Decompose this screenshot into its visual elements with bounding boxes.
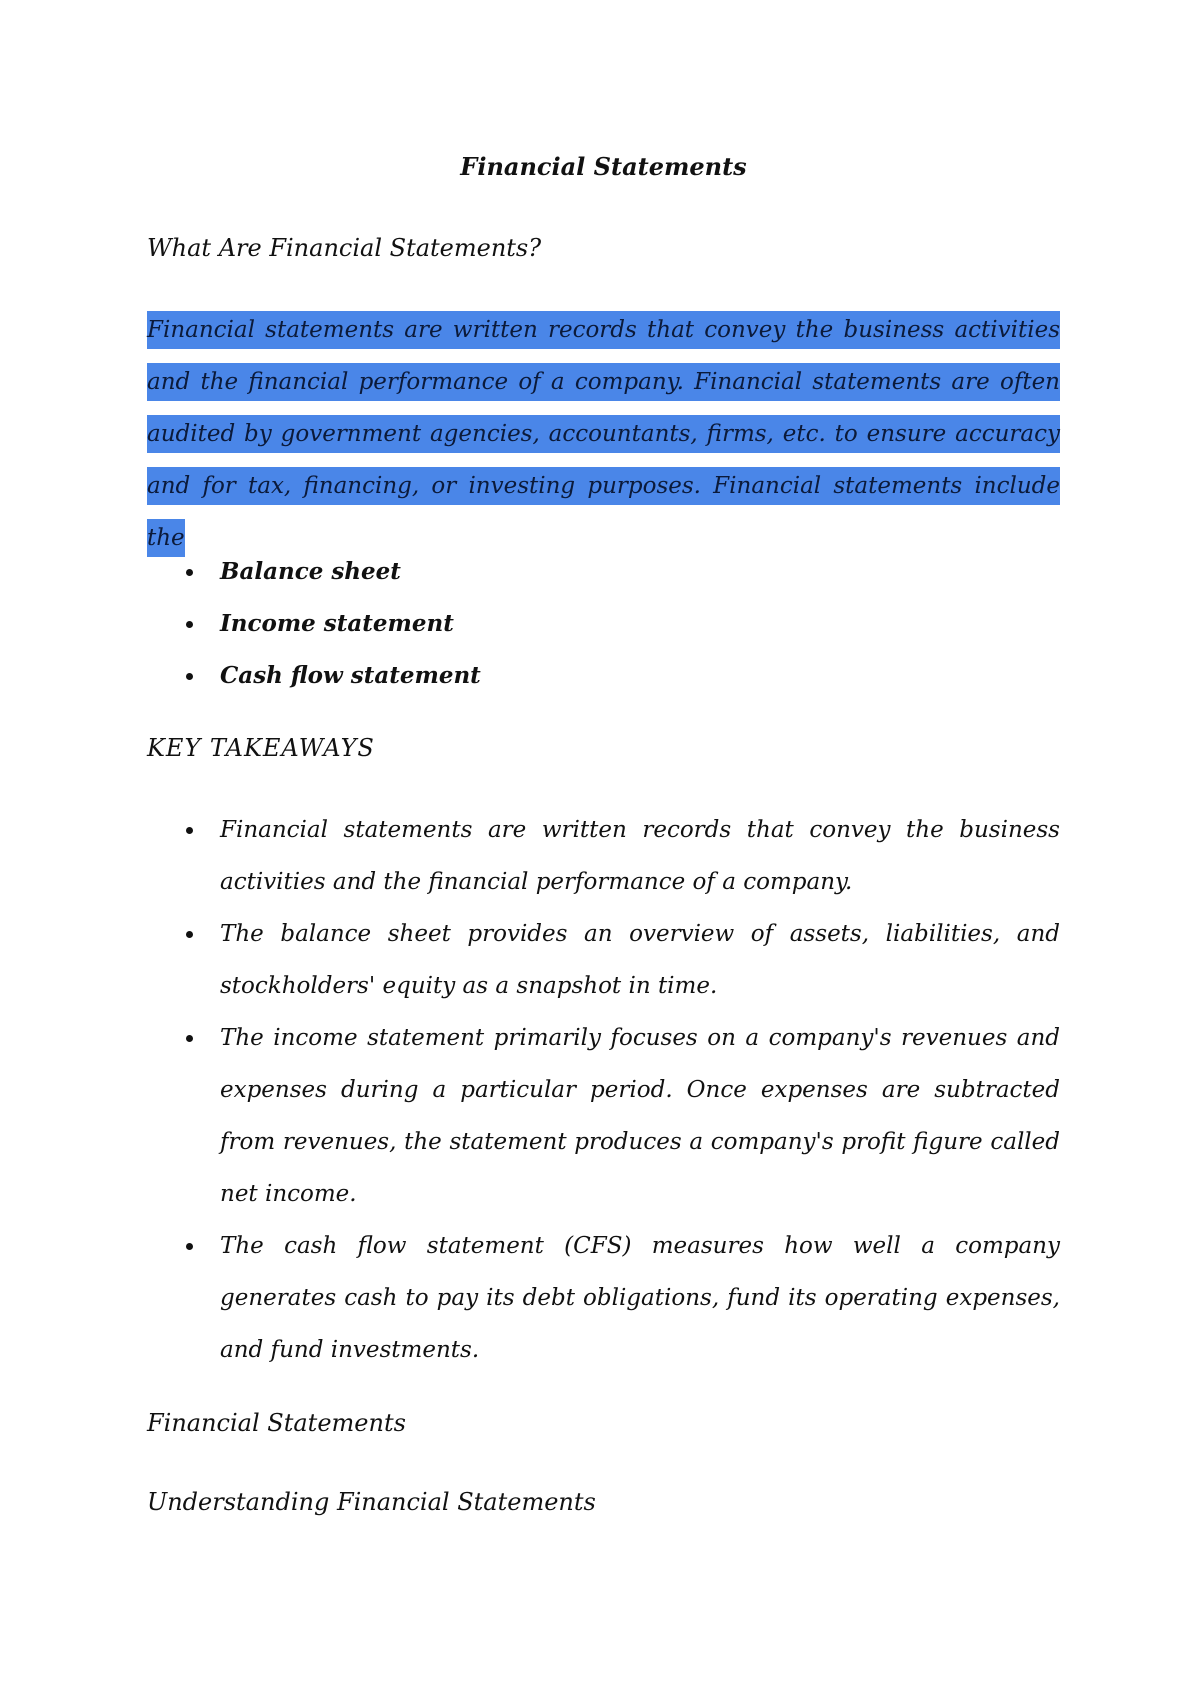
document-title: Financial Statements <box>460 152 747 181</box>
list-item <box>147 1220 1060 1376</box>
list-item-text: Balance sheet <box>220 558 401 585</box>
list-item-text: Cash flow statement <box>220 662 481 689</box>
footer-heading: Financial Statements <box>147 1409 406 1437</box>
list-item <box>147 546 1060 598</box>
list-item <box>147 804 1060 908</box>
selected-text-highlight[interactable]: Financial statements are written records that convey the business activities and the financial performance of a company. Financial statements are often audited by government agencies, accountants, firms, etc. to ensure accuracy and for tax, financing, or investing purposes. Financial statements include the <box>147 311 1060 557</box>
bullet-icon <box>186 1243 193 1250</box>
statement-types-list <box>147 546 1060 702</box>
list-item-text: Income statement <box>220 610 454 637</box>
bullet-icon <box>186 621 193 628</box>
list-item <box>147 908 1060 1012</box>
bullet-icon <box>186 569 193 576</box>
list-item-text: The cash flow statement (CFS) measures how well a company generates cash to pay its debt obligations, fund its operating expenses, and fund investments. <box>220 1233 1060 1363</box>
bullet-icon <box>186 1035 193 1042</box>
list-item <box>147 1012 1060 1220</box>
key-takeaways-list <box>147 804 1060 1376</box>
bullet-icon <box>186 827 193 834</box>
key-takeaways-heading: KEY TAKEAWAYS <box>147 734 375 762</box>
list-item <box>147 598 1060 650</box>
bullet-icon <box>186 931 193 938</box>
intro-paragraph[interactable] <box>147 304 1060 564</box>
section-heading: What Are Financial Statements? <box>147 234 542 262</box>
footer-subheading: Understanding Financial Statements <box>147 1488 596 1516</box>
list-item-text: The income statement primarily focuses on a company's revenues and expenses during a particular period. Once expenses are subtracted from revenues, the statement produces a company's profit figure called net income. <box>220 1025 1060 1207</box>
bullet-icon <box>186 673 193 680</box>
list-item <box>147 650 1060 702</box>
list-item-text: Financial statements are written records that convey the business activities and the financial performance of a company. <box>220 817 1060 895</box>
list-item-text: The balance sheet provides an overview of assets, liabilities, and stockholders' equity as a snapshot in time. <box>220 921 1060 999</box>
